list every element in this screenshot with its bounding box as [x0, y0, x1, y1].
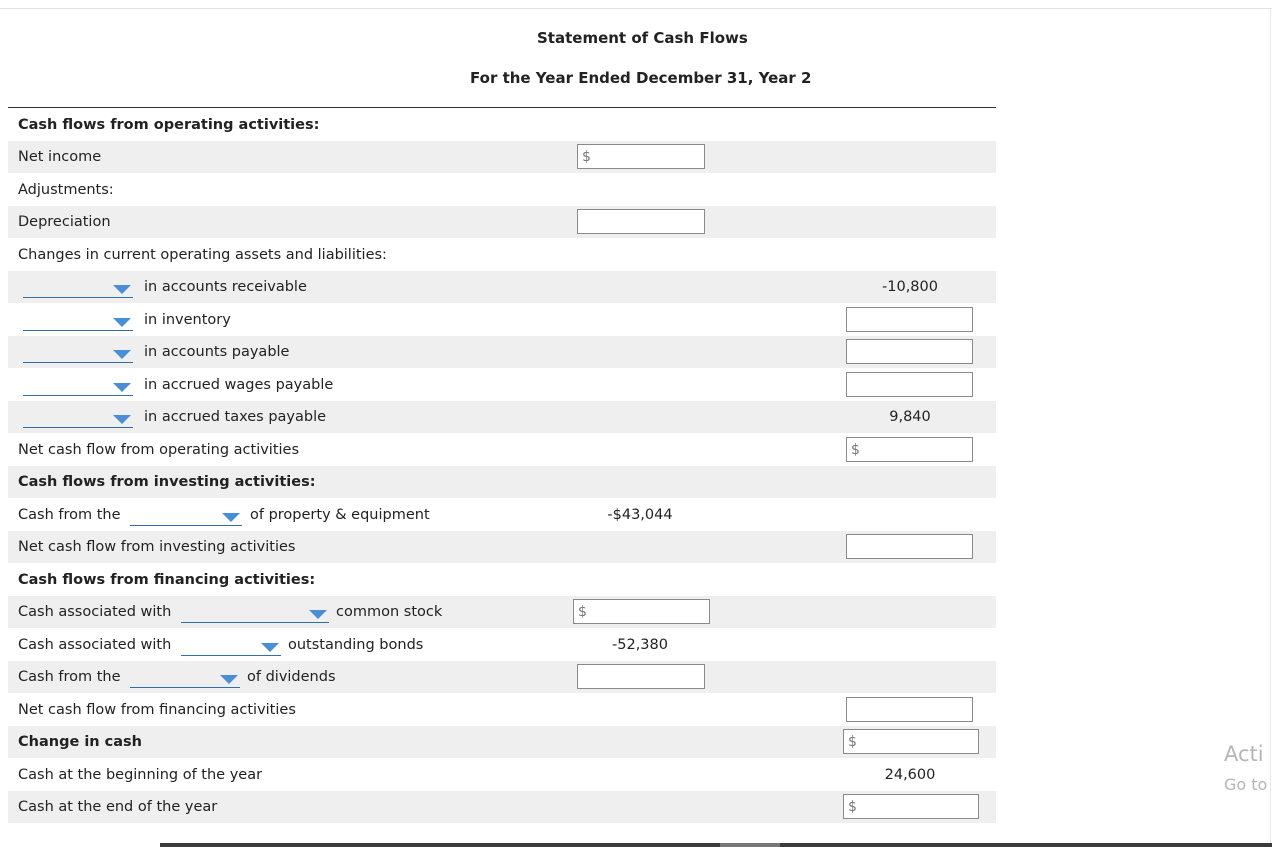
inventory-input[interactable]	[846, 307, 973, 332]
cash-beginning-label: Cash at the beginning of the year	[18, 767, 263, 783]
dividends-input[interactable]	[577, 664, 705, 689]
header-rule	[8, 107, 996, 108]
scrollbar-thumb[interactable]	[720, 843, 780, 847]
accrued-taxes-row	[8, 401, 996, 433]
net-investing-label: Net cash flow from investing activities	[18, 539, 296, 555]
cash-associated-with-label: Cash associated with	[18, 637, 172, 653]
accounts-payable-dropdown[interactable]	[23, 343, 133, 363]
cash-end-row	[8, 791, 996, 823]
change-in-cash-label: Change in cash	[18, 734, 143, 750]
changes-label: Changes in current operating assets and liabilities:	[18, 247, 387, 263]
cash-from-the-label: Cash from the	[18, 669, 121, 685]
common-stock-input[interactable]	[573, 599, 710, 624]
net-operating-row	[8, 434, 996, 466]
inventory-dropdown[interactable]	[23, 311, 133, 331]
change-in-cash-row	[8, 726, 996, 758]
net-investing-row	[8, 531, 996, 563]
activation-watermark-subtitle: Go to	[1224, 775, 1268, 794]
net-investing-input[interactable]	[846, 534, 973, 559]
accrued-taxes-value: 9,840	[889, 409, 931, 425]
chevron-down-icon	[220, 675, 238, 684]
chevron-down-icon	[261, 643, 279, 652]
dollar-sign: $	[578, 604, 587, 620]
inventory-row	[8, 304, 996, 336]
bonds-row	[8, 629, 996, 661]
bonds-dropdown[interactable]	[181, 636, 281, 656]
dividends-dropdown[interactable]	[130, 668, 240, 688]
changes-row	[8, 239, 996, 271]
dividends-row	[8, 661, 996, 693]
chevron-down-icon	[113, 415, 131, 424]
accrued-wages-label: in accrued wages payable	[144, 377, 334, 393]
accounts-payable-input[interactable]	[846, 339, 973, 364]
inventory-label: in inventory	[144, 312, 231, 328]
statement-title: Statement of Cash Flows	[537, 29, 748, 47]
cash-end-label: Cash at the end of the year	[18, 799, 218, 815]
operating-heading: Cash flows from operating activities:	[18, 117, 320, 133]
net-financing-label: Net cash flow from financing activities	[18, 702, 296, 718]
chevron-down-icon	[309, 610, 327, 619]
net-operating-input[interactable]	[846, 437, 973, 462]
chevron-down-icon	[113, 383, 131, 392]
accounts-receivable-value: -10,800	[882, 279, 938, 295]
financing-heading-row	[8, 564, 996, 596]
accounts-payable-row	[8, 336, 996, 368]
right-divider	[1270, 8, 1271, 844]
depreciation-label: Depreciation	[18, 214, 111, 230]
financing-heading: Cash flows from financing activities:	[18, 572, 316, 588]
property-equipment-dropdown[interactable]	[130, 506, 242, 526]
common-stock-dropdown[interactable]	[181, 603, 329, 623]
dollar-sign: $	[848, 734, 857, 750]
bonds-label: outstanding bonds	[288, 637, 424, 653]
net-income-row	[8, 141, 996, 173]
dollar-sign: $	[848, 799, 857, 815]
accrued-wages-row	[8, 369, 996, 401]
top-divider	[0, 8, 1272, 9]
dividends-label: of dividends	[247, 669, 336, 685]
cash-beginning-row	[8, 759, 996, 791]
accrued-wages-dropdown[interactable]	[23, 376, 133, 396]
accrued-taxes-label: in accrued taxes payable	[144, 409, 327, 425]
cash-from-the-label: Cash from the	[18, 507, 121, 523]
chevron-down-icon	[113, 318, 131, 327]
net-financing-row	[8, 694, 996, 726]
bonds-value: -52,380	[612, 637, 668, 653]
accounts-payable-label: in accounts payable	[144, 344, 290, 360]
property-equipment-row	[8, 499, 996, 531]
accounts-receivable-dropdown[interactable]	[23, 278, 133, 298]
investing-heading-row	[8, 466, 996, 498]
dollar-sign: $	[582, 149, 591, 165]
accrued-wages-input[interactable]	[846, 372, 973, 397]
change-in-cash-input[interactable]	[843, 729, 979, 754]
depreciation-row	[8, 206, 996, 238]
accrued-taxes-dropdown[interactable]	[23, 408, 133, 428]
property-equipment-label: of property & equipment	[250, 507, 430, 523]
net-income-label: Net income	[18, 149, 102, 165]
adjustments-row	[8, 174, 996, 206]
adjustments-label: Adjustments:	[18, 182, 114, 198]
depreciation-input[interactable]	[577, 209, 705, 234]
net-financing-input[interactable]	[846, 697, 973, 722]
chevron-down-icon	[113, 350, 131, 359]
chevron-down-icon	[113, 285, 131, 294]
dollar-sign: $	[851, 442, 860, 458]
chevron-down-icon	[222, 513, 240, 522]
operating-heading-row	[8, 109, 996, 141]
activation-watermark-title: Acti	[1224, 742, 1264, 766]
accounts-receivable-label: in accounts receivable	[144, 279, 307, 295]
cash-beginning-value: 24,600	[884, 767, 936, 783]
cash-associated-with-label: Cash associated with	[18, 604, 172, 620]
accounts-receivable-row	[8, 271, 996, 303]
investing-heading: Cash flows from investing activities:	[18, 474, 316, 490]
net-income-input[interactable]	[577, 144, 705, 169]
net-operating-label: Net cash flow from operating activities	[18, 442, 300, 458]
common-stock-row	[8, 596, 996, 628]
property-equipment-value: -$43,044	[607, 507, 673, 523]
statement-subtitle: For the Year Ended December 31, Year 2	[470, 69, 812, 87]
common-stock-label: common stock	[336, 604, 443, 620]
horizontal-scrollbar[interactable]	[160, 843, 1272, 847]
cash-end-input[interactable]	[843, 794, 979, 819]
